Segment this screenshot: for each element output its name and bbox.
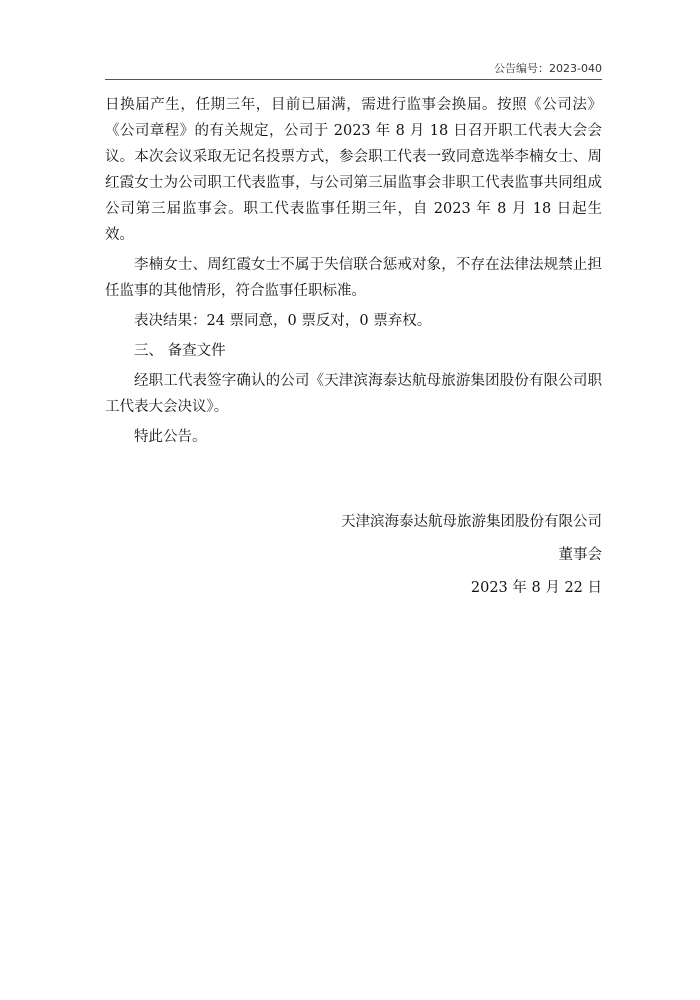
section-heading-reference-documents: 三、 备查文件 — [134, 343, 226, 359]
paragraph-vote-result: 表决结果：24 票同意，0 票反对，0 票弃权。 — [134, 313, 432, 329]
paragraph-reference-document: 经职工代表签字确认的公司《天津滨海泰达航母旅游集团股份有限公司职工代表大会决议》。 — [105, 373, 602, 415]
signature-block — [341, 507, 602, 606]
paragraph-eligibility: 李楠女士、周红霞女士不属于失信联合惩戒对象，不存在法律法规禁止担任监事的其他情形，符合监事任职标准。 — [105, 257, 602, 299]
page-header — [105, 62, 602, 80]
paragraph-election-details: 日换届产生，任期三年，目前已届满，需进行监事会换届。按照《公司法》《公司章程》的有关规定，公司于 2023 年 8 月 18 日召开职工代表大会会议。本次会议采取无记名投票方式，参会职工代表一致同意选举李楠女士、周红霞女士为公司职工代表监事，与公司第三届监事会非职工代表监事共同组成公司第三届监事会。职工代表监事任期三年，自 2023 年 8 月 18 日起生效。 — [105, 97, 602, 243]
notice-number: 公告编号：2023-040 — [494, 62, 602, 75]
document-body — [105, 92, 602, 454]
announcement-date: 2023 年 8 月 22 日 — [470, 580, 602, 596]
company-name: 天津滨海泰达航母旅游集团股份有限公司 — [341, 514, 602, 530]
paragraph-closing: 特此公告。 — [134, 429, 207, 445]
board-name: 董事会 — [558, 547, 602, 563]
